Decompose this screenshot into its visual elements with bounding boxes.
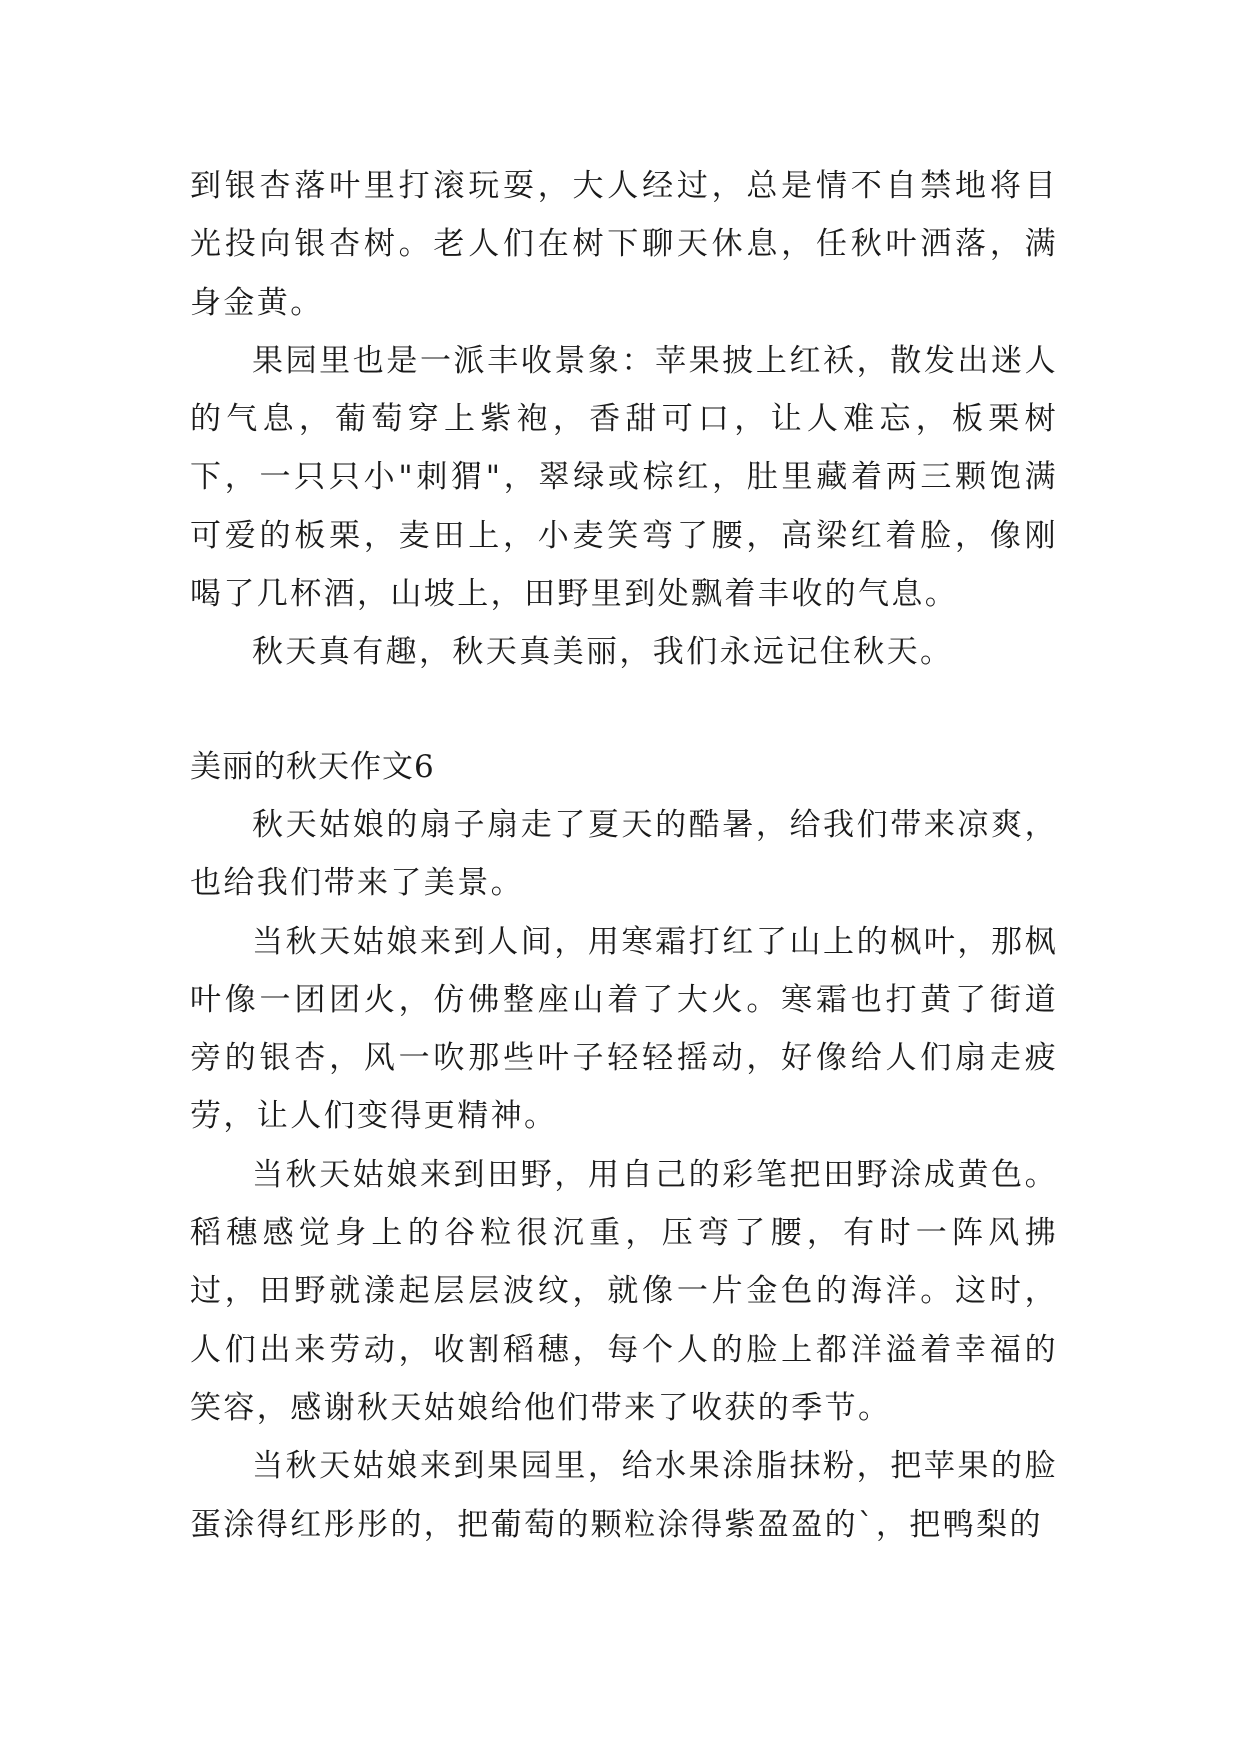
- document-body: [190, 157, 1058, 1554]
- paragraph-intro: 秋天姑娘的扇子扇走了夏天的酷暑，给我们带来凉爽，也给我们带来了美景。: [190, 806, 1058, 902]
- paragraph-mountain: 当秋天姑娘来到人间，用寒霜打红了山上的枫叶，那枫叶像一团团火，仿佛整座山着了大火。寒霜也打黄了街道旁的银杏，风一吹那些叶子轻轻摇动，好像给人们扇走疲劳，让人们变得更精神。: [190, 923, 1058, 1135]
- paragraph-field: 当秋天姑娘来到田野，用自己的彩笔把田野涂成黄色。稻穗感觉身上的谷粒很沉重，压弯了腰，有时一阵风拂过，田野就漾起层层波纹，就像一片金色的海洋。这时，人们出来劳动，收割稻穗，每个人的脸上都洋溢着幸福的笑容，感谢秋天姑娘给他们带来了收获的季节。: [190, 1156, 1058, 1426]
- paragraph-orchard: 果园里也是一派丰收景象：苹果披上红袄，散发出迷人的气息，葡萄穿上紫袍，香甜可口，让人难忘，板栗树下，一只只小"刺猬"，翠绿或棕红，肚里藏着两三颗饱满可爱的板栗，麦田上，小麦笑弯了腰，高梁红着脸，像刚喝了几杯酒，山坡上，田野里到处飘着丰收的气息。: [190, 342, 1058, 613]
- paragraph-orchard-2: 当秋天姑娘来到果园里，给水果涂脂抹粉，把苹果的脸蛋涂得红彤彤的，把葡萄的颗粒涂得紫盈盈的`，把鸭梨的: [190, 1448, 1058, 1543]
- paragraph-conclusion: 秋天真有趣，秋天真美丽，我们永远记住秋天。: [252, 634, 954, 671]
- paragraph-continued: 到银杏落叶里打滚玩耍，大人经过，总是情不自禁地将目光投向银杏树。老人们在树下聊天休息，任秋叶洒落，满身金黄。: [190, 168, 1058, 321]
- section-title: 美丽的秋天作文6: [190, 748, 435, 785]
